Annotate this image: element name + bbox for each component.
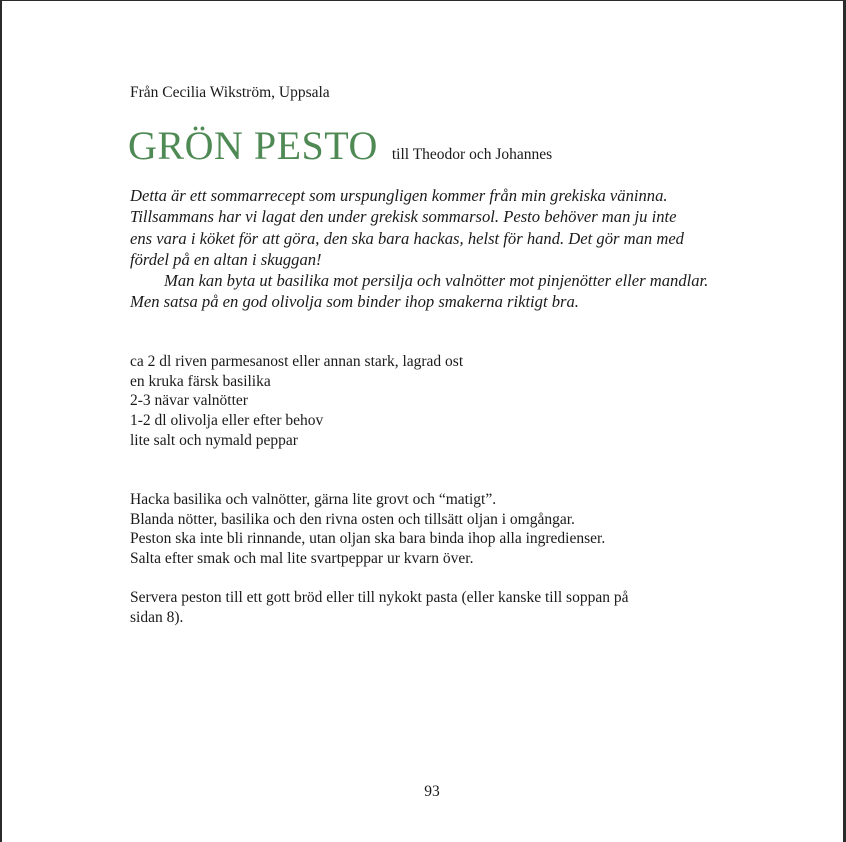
method-line: Hacka basilika och valnötter, gärna lite grovt och “matigt”. [130, 491, 497, 508]
intro-line: Man kan byta ut basilika mot persilja och valnötter mot pinjenötter eller mandlar. [164, 271, 709, 291]
intro-line: ens vara i köket för att göra, den ska bara hackas, helst för hand. Det gör man med [130, 228, 684, 248]
intro-line: Tillsammans har vi lagat den under grekisk sommarsol. Pesto behöver man ju inte [130, 207, 677, 227]
method-line: Blanda nötter, basilika och den rivna osten och tillsätt oljan i omgångar. [130, 510, 575, 528]
serving-suggestion [130, 588, 628, 627]
ingredient-list [130, 352, 463, 451]
ingredient-item: 1-2 dl olivolja eller efter behov [130, 412, 324, 430]
method-line: Peston ska inte bli rinnande, utan oljan ska bara binda ihop alla ingredienser. [130, 530, 606, 548]
ingredient-item: en kruka färsk basilika [130, 372, 271, 390]
recipe-title: GRÖN PESTO [128, 123, 378, 168]
serve-line: sidan 8). [130, 608, 184, 626]
intro-line: Men satsa på en god olivolja som binder ihop smakerna riktigt bra. [130, 292, 579, 312]
ingredient-item: ca 2 dl riven parmesanost eller annan stark, lagrad ost [130, 353, 464, 370]
intro-line: Detta är ett sommarrecept som urspungligen kommer från min grekiska väninna. [130, 186, 668, 205]
recipe-dedication: till Theodor och Johannes [391, 146, 553, 163]
recipe-author: Från Cecilia Wikström, Uppsala [130, 84, 330, 101]
document-page [2, 1, 843, 842]
recipe-intro [130, 185, 770, 313]
method-line: Salta efter smak och mal lite svartpeppar ur kvarn över. [130, 550, 474, 568]
ingredient-item: lite salt och nymald peppar [130, 431, 298, 449]
intro-line: fördel på en altan i skuggan! [130, 249, 322, 269]
page-number: 93 [424, 783, 440, 800]
method-steps [130, 490, 605, 569]
title-row [128, 122, 552, 169]
serve-line: Servera peston till ett gott bröd eller till nykokt pasta (eller kanske till soppan på [130, 589, 629, 606]
ingredient-item: 2-3 nävar valnötter [130, 392, 248, 410]
